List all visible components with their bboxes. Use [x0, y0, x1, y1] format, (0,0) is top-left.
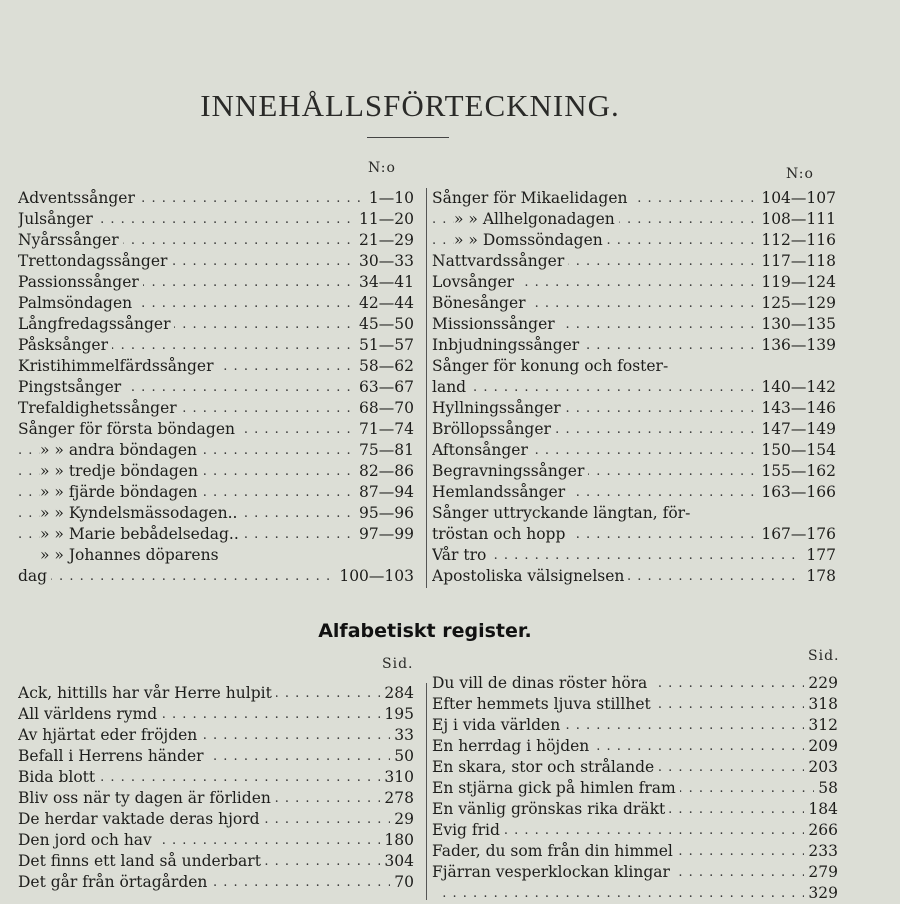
toc-entry [18, 209, 414, 230]
register-entry [18, 830, 414, 851]
register-entry [432, 757, 838, 778]
toc-entry-label: » » andra böndagen [40, 441, 201, 459]
register-entry-number: 58 [814, 778, 838, 799]
register-entry-label: Befall i Herrens händer [18, 747, 208, 765]
register-entry-label [432, 884, 436, 902]
toc-entry [432, 524, 836, 545]
toc-entry-number: 68—70 [355, 398, 414, 419]
toc-entry-label: Missionssånger [432, 315, 559, 333]
register-entry [432, 883, 838, 904]
toc-entry-number: 112—116 [757, 230, 836, 251]
toc-entry-number: 11—20 [355, 209, 414, 230]
register-entry-number: 70 [390, 872, 414, 893]
toc-entry [432, 482, 836, 503]
toc-entry [432, 398, 836, 419]
register-entry [18, 851, 414, 872]
register-entry-number: 233 [804, 841, 838, 862]
toc-entry-number: 51—57 [355, 335, 414, 356]
register-entry-label: Ack, hittills har vår Herre hulpit [18, 684, 276, 702]
toc-entry-number: 87—94 [355, 482, 414, 503]
toc-right-column [432, 188, 836, 587]
toc-entry-number: 97—99 [355, 524, 414, 545]
toc-entry [18, 440, 414, 461]
register-entry [432, 841, 838, 862]
toc-entry [18, 461, 414, 482]
register-entry-number: 278 [380, 788, 414, 809]
register-entry-number: 209 [804, 736, 838, 757]
toc-entry-label: Trettondagssånger [18, 252, 171, 270]
toc-entry-label: Hemlandssånger [432, 483, 569, 501]
toc-entry-number: 178 [802, 566, 836, 587]
toc-entry-label: Julsånger [18, 210, 97, 228]
register-entry [432, 820, 838, 841]
toc-entry-number: 130—135 [757, 314, 836, 335]
toc-entry [432, 461, 836, 482]
toc-entry [18, 482, 414, 503]
toc-entry-label: Apostoliska välsignelsen [432, 567, 628, 585]
register-entry [432, 862, 838, 883]
register-entry [18, 683, 414, 704]
toc-entry-label: Långfredagssånger [18, 315, 174, 333]
register-entry-label: Evig frid [432, 821, 504, 839]
toc-entry-label: Palmsöndagen [18, 294, 136, 312]
toc-entry-label: » » Kyndelsmässodagen.. [40, 504, 241, 522]
page-title: INNEHÅLLSFÖRTECKNING. [200, 88, 620, 123]
register-entry-label: De herdar vaktade deras hjord [18, 810, 264, 828]
toc-entry [18, 398, 414, 419]
register-entry-label: En vänlig grönskas rika dräkt [432, 800, 669, 818]
toc-entry-number: 75—81 [355, 440, 414, 461]
toc-entry-label: Begravningssånger [432, 462, 588, 480]
toc-entry-number: 147—149 [757, 419, 836, 440]
toc-entry-label: land [432, 378, 470, 396]
toc-entry-label: Trefaldighetssånger [18, 399, 181, 417]
register-entry-label: Fjärran vesperklockan klingar [432, 863, 674, 881]
toc-entry [432, 419, 836, 440]
toc-entry-label: Inbjudningssånger [432, 336, 583, 354]
toc-left-column [18, 188, 414, 587]
register-entry [432, 799, 838, 820]
toc-entry-number: 21—29 [355, 230, 414, 251]
register-entry-label: Bliv oss när ty dagen är förliden [18, 789, 275, 807]
toc-entry-label: Påsksånger [18, 336, 112, 354]
register-entry [432, 694, 838, 715]
toc-entry-label: dag [18, 567, 51, 585]
toc-entry-number: 104—107 [757, 188, 836, 209]
toc-entry-label: » » fjärde böndagen [40, 483, 202, 501]
toc-entry-label: Nattvardssånger [432, 252, 568, 270]
register-entry [432, 778, 838, 799]
register-entry-label: Den jord och hav [18, 831, 156, 849]
toc-entry [18, 188, 414, 209]
toc-entry [432, 272, 836, 293]
register-entry [432, 673, 838, 694]
toc-entry [18, 335, 414, 356]
toc-entry [432, 251, 836, 272]
toc-entry-label: » » Marie bebådelsedag.. [40, 525, 243, 543]
register-entry-label: Du vill de dinas röster höra [432, 674, 651, 692]
toc-entry-number: 163—166 [757, 482, 836, 503]
toc-entry-label: Sånger för första böndagen [18, 420, 239, 438]
toc-entry-label: Aftonsånger [432, 441, 532, 459]
register-entry-number: 33 [390, 725, 414, 746]
toc-entry-number: 58—62 [355, 356, 414, 377]
page-heading-left: Sid. [382, 656, 414, 672]
toc-entry [432, 440, 836, 461]
toc-entry-label: Kristihimmelfärdssånger [18, 357, 218, 375]
title-rule [367, 137, 449, 138]
toc-entry [432, 209, 836, 230]
toc-entry-number: 42—44 [355, 293, 414, 314]
register-entry-label: Efter hemmets ljuva stillhet [432, 695, 655, 713]
register-entry-label: Ej i vida världen [432, 716, 564, 734]
toc-entry-number: 95—96 [355, 503, 414, 524]
register-entry-label: En stjärna gick på himlen fram [432, 779, 680, 797]
toc-entry-number: 1—10 [365, 188, 414, 209]
toc-entry-number: 117—118 [757, 251, 836, 272]
register-entry-number: 50 [390, 746, 414, 767]
toc-entry [432, 188, 836, 209]
register-right-column [432, 673, 838, 904]
register-entry [18, 725, 414, 746]
register-entry-label: Av hjärtat eder fröjden [18, 726, 201, 744]
register-entry [432, 736, 838, 757]
toc-entry-label: » » Johannes döparens [40, 546, 223, 564]
toc-entry-number: 45—50 [355, 314, 414, 335]
register-entry-number: 304 [380, 851, 414, 872]
register-entry-label: En skara, stor och strålande [432, 758, 658, 776]
toc-entry-number: 140—142 [757, 377, 836, 398]
register-entry [432, 715, 838, 736]
toc-entry-label: Lovsånger [432, 273, 518, 291]
number-heading-right: N:o [786, 166, 814, 182]
toc-entry [18, 503, 414, 524]
register-entry [18, 704, 414, 725]
register-entry-label: Det finns ett land så underbart [18, 852, 265, 870]
toc-entry [18, 251, 414, 272]
toc-entry-number: 71—74 [355, 419, 414, 440]
toc-entry-label: Sånger för Mikaelidagen [432, 189, 631, 207]
toc-entry [18, 524, 414, 545]
toc-entry [432, 293, 836, 314]
toc-entry [432, 503, 836, 524]
register-entry-number: 195 [380, 704, 414, 725]
toc-entry [18, 377, 414, 398]
register-entry-number: 29 [390, 809, 414, 830]
toc-entry [18, 272, 414, 293]
toc-entry-number: 100—103 [335, 566, 414, 587]
register-entry-number: 203 [804, 757, 838, 778]
register-left-column [18, 683, 414, 893]
register-entry-number: 229 [804, 673, 838, 694]
register-entry-label: En herrdag i höjden [432, 737, 593, 755]
page-heading-right: Sid. [808, 648, 840, 664]
register-entry-label: Det går från örtagården [18, 873, 211, 891]
register-entry-number: 318 [804, 694, 838, 715]
register-entry [18, 809, 414, 830]
toc-entry [18, 314, 414, 335]
toc-entry-label: Adventssånger [18, 189, 139, 207]
toc-entry-number: 34—41 [355, 272, 414, 293]
register-entry-number: 310 [380, 767, 414, 788]
toc-entry [432, 545, 836, 566]
toc-entry-number: 150—154 [757, 440, 836, 461]
register-entry-number: 184 [804, 799, 838, 820]
register-entry-number: 284 [380, 683, 414, 704]
toc-entry-number: 30—33 [355, 251, 414, 272]
register-entry-label: Bida blott [18, 768, 99, 786]
toc-entry-label: » » Domssöndagen [454, 231, 607, 249]
toc-entry-label: Bröllopssånger [432, 420, 555, 438]
register-entry-number: 266 [804, 820, 838, 841]
register-entry-number: 279 [804, 862, 838, 883]
toc-entry-label: Nyårssånger [18, 231, 123, 249]
toc-entry-number: 177 [802, 545, 836, 566]
toc-entry-label: » » tredje böndagen [40, 462, 202, 480]
toc-entry-number: 155—162 [757, 461, 836, 482]
register-entry-label: Fader, du som från din himmel [432, 842, 677, 860]
toc-entry-label: Passionssånger [18, 273, 143, 291]
toc-entry-number: 167—176 [757, 524, 836, 545]
toc-entry-number: 143—146 [757, 398, 836, 419]
toc-entry [18, 545, 414, 566]
toc-entry [432, 314, 836, 335]
number-heading-left: N:o [368, 160, 396, 176]
toc-entry-label: » » Allhelgonadagen [454, 210, 619, 228]
toc-entry-number: 108—111 [757, 209, 836, 230]
register-entry [18, 767, 414, 788]
toc-entry [432, 566, 836, 587]
toc-entry [432, 335, 836, 356]
toc-entry-label: Bönesånger [432, 294, 530, 312]
toc-entry-number: 119—124 [757, 272, 836, 293]
toc-entry [18, 566, 414, 587]
toc-entry-number: 82—86 [355, 461, 414, 482]
register-entry [18, 872, 414, 893]
register-entry-number: . . . 329 [804, 883, 838, 904]
toc-entry-label: Sånger för konung och foster- [432, 357, 672, 375]
toc-entry [432, 356, 836, 377]
toc-entry [432, 230, 836, 251]
toc-entry [432, 377, 836, 398]
toc-entry [18, 230, 414, 251]
toc-entry-label: Hyllningssånger [432, 399, 565, 417]
toc-entry-label: Pingstsånger [18, 378, 125, 396]
register-title: Alfabetiskt register. [318, 620, 532, 642]
toc-entry [18, 419, 414, 440]
register-entry-label: All världens rymd [18, 705, 161, 723]
register-entry [18, 788, 414, 809]
toc-entry [18, 293, 414, 314]
register-entry-number: 180 [380, 830, 414, 851]
toc-entry-number: 136—139 [757, 335, 836, 356]
register-entry [18, 746, 414, 767]
toc-entry [18, 356, 414, 377]
toc-entry-number: 63—67 [355, 377, 414, 398]
register-entry-number: 312 [804, 715, 838, 736]
toc-entry-label: Vår tro [432, 546, 490, 564]
toc-entry-number: 125—129 [757, 293, 836, 314]
toc-entry-label: tröstan och hopp [432, 525, 569, 543]
toc-entry-label: Sånger uttryckande längtan, för- [432, 504, 694, 522]
register-divider [426, 683, 427, 900]
column-divider [426, 188, 427, 588]
